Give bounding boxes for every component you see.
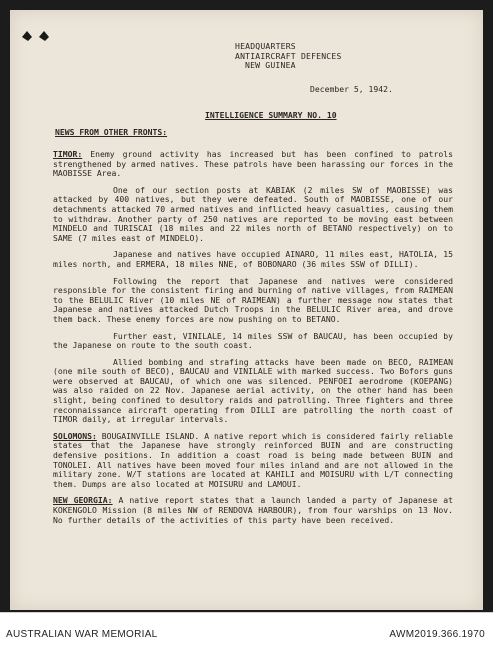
punch-hole-icon (39, 31, 49, 41)
letterhead-line-3: NEW GUINEA (245, 60, 296, 71)
timor-paragraph-6: Allied bombing and strafing attacks have been made on BECO, RAIMEAN (one mile south of BECO), BAUCAU and VINILALE with marked success. Two Bofors guns were observed at BAUCAU, of which one was silenced. PENFOEI aerodrome (KOEPANG) was also raided on 22 Nov. Japanese aerial activity, on the other hand has been slight, being confined to desultory raids and patrolling. Three fighters and three reconnaissance aircraft operating from DILLI are patrolling the north coast of TIMOR daily, at irregular intervals. (53, 356, 453, 425)
archive-name: AUSTRALIAN WAR MEMORIAL (6, 629, 158, 640)
new-georgia-label: NEW GEORGIA: (53, 495, 113, 506)
section-heading: NEWS FROM OTHER FRONTS: (55, 127, 168, 137)
punch-hole-icon (22, 31, 32, 41)
letterhead (235, 42, 342, 71)
document-body (53, 150, 453, 532)
punch-holes (22, 31, 49, 41)
archive-footer (0, 612, 493, 654)
timor-paragraph-4: Following the report that Japanese and natives were considered responsible for the consistent firing and burning of native villages, from RAIMEAN to the BELULIC River (10 miles NE of RAIMEAN) a further message now states that Japanese and natives attacked Dutch Troops in the BELULIC River area, and drove them back. These enemy forces are now pushing on to BETANO. (53, 275, 453, 324)
archive-reference: AWM2019.366.1970 (389, 629, 485, 640)
document-date: December 5, 1942. (310, 84, 393, 94)
timor-paragraph-5: Further east, VINILALE, 14 miles SSW of BAUCAU, has been occupied by the Japanese on route to the south coast. (53, 330, 453, 351)
letterhead-line-2: ANTIAIRCRAFT DEFENCES (235, 50, 342, 61)
timor-paragraph-1: TIMOR: Enemy ground activity has increased but has been confined to patrols strengthened by armed natives. These patrols have been harassing our forces in the MAOBISSE Area. (53, 149, 453, 179)
solomons-paragraph: SOLOMONS: BOUGAINVILLE ISLAND. A native report which is considered fairly reliable states that the Japanese have strongly reinforced BUIN and are constructing defensive positions. In addition a coast road is being made between BUIN and TONOLEI. All natives have been moved four miles inland and are not allowed in the military zone. W/T stations are located at KAHILI and MOISURU with L/T connecting them. Dumps are also located at MOISURU and LAMOUI. (53, 430, 453, 489)
new-georgia-paragraph: NEW GEORGIA: A native report states that a launch landed a party of Japanese at KOKENGOLO Mission (8 miles NW of RENDOVA HARBOUR), from four warships on 13 Nov. No further details of the activities of this party have been received. (53, 495, 454, 525)
letterhead-line-1: HEADQUARTERS (235, 41, 296, 51)
document-page (10, 10, 483, 610)
timor-paragraph-3: Japanese and natives have occupied AINARO, 11 miles east, HATOLIA, 15 miles north, and ERMERA, 18 miles NNE, of BOBONARO (36 miles SSW of DILLI). (53, 249, 453, 269)
timor-label: TIMOR: (53, 149, 83, 159)
timor-paragraph-2: One of our section posts at KABIAK (2 miles SW of MAOBISSE) was attacked by 400 natives, but they were defeated. South of MAOBISSE, one of our detachments attacked 70 armed natives and inflicted heavy casualties, causing them to withdraw. Another party of 250 natives are reported to be moving east between MINDELO and TURISCAI (18 miles and 22 miles north of BETANO respectively) on to SAME (7 miles east of MINDELO). (53, 184, 453, 243)
solomons-label: SOLOMONS: (53, 430, 97, 441)
document-title: INTELLIGENCE SUMMARY NO. 10 (205, 110, 337, 120)
